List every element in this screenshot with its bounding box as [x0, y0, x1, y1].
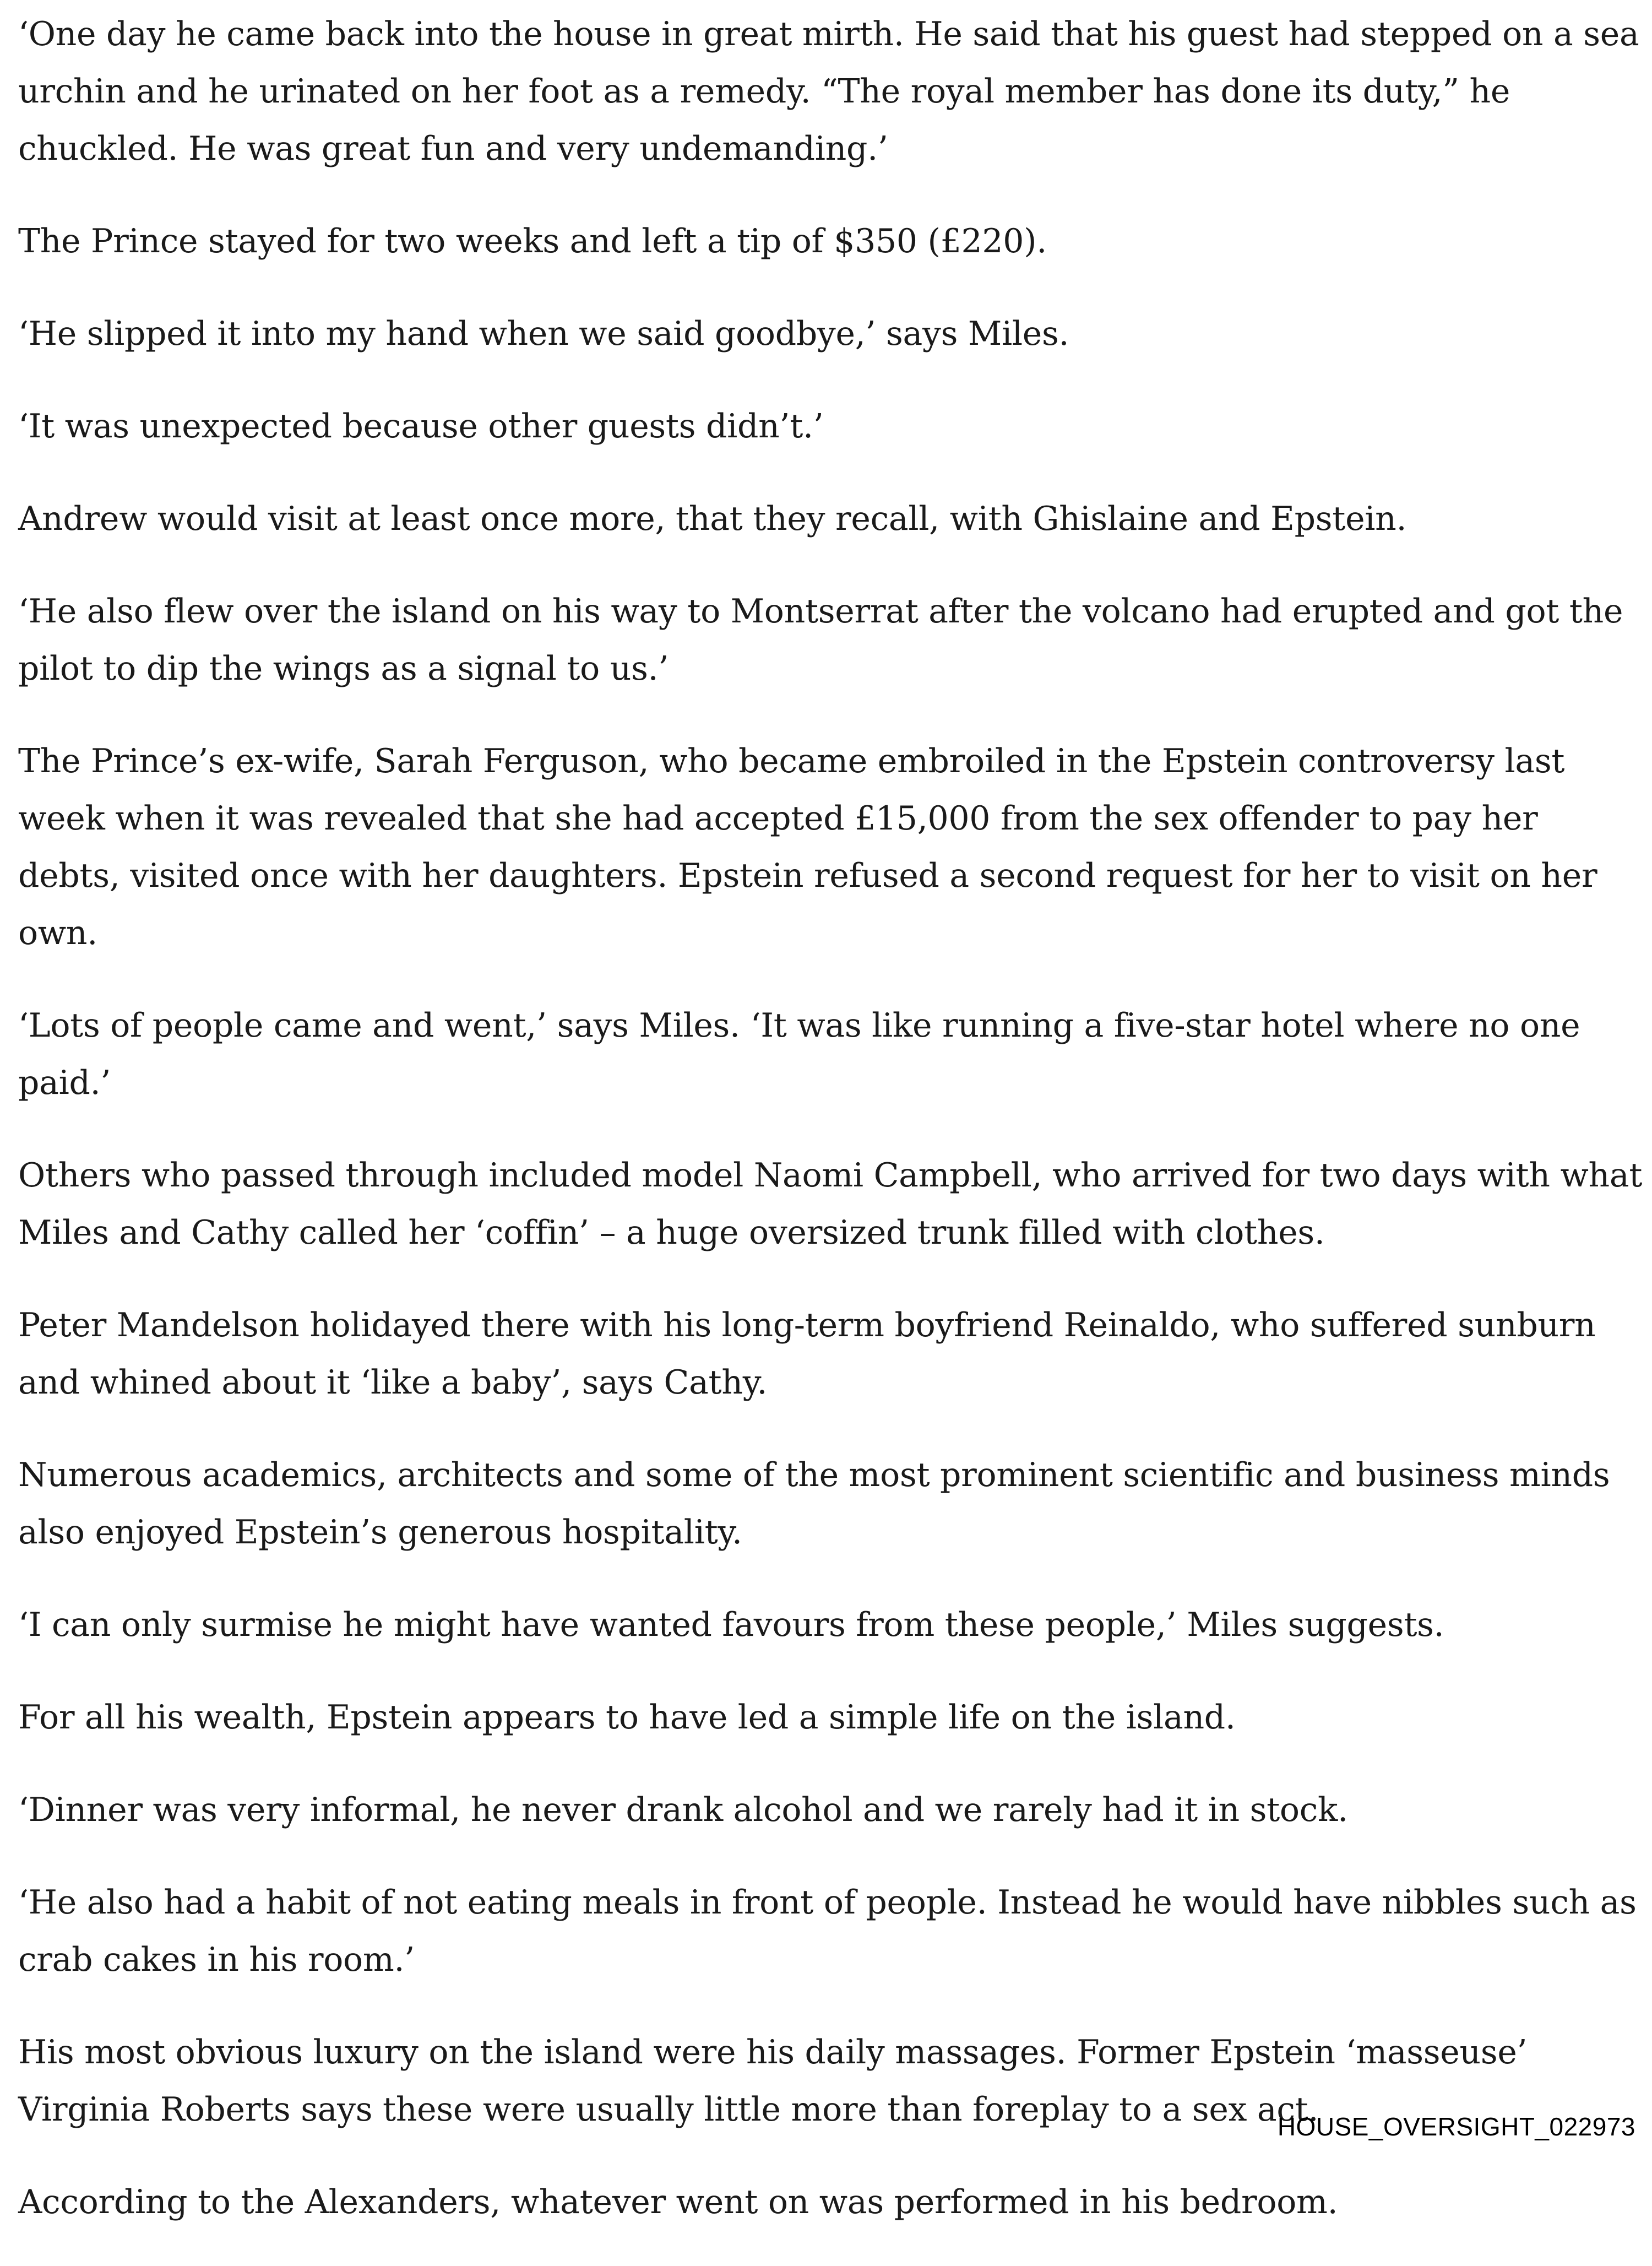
article-body — [18, 6, 1643, 2266]
paragraph: ‘Lots of people came and went,’ says Miles. ‘It was like running a five-star hotel where no one paid.’ — [18, 1006, 1580, 1102]
paragraph: ‘I can only surmise he might have wanted favours from these people,’ Miles suggests. — [18, 1606, 1444, 1644]
document-id-stamp: HOUSE_OVERSIGHT_022973 — [1277, 2112, 1635, 2141]
paragraph: His most obvious luxury on the island were his daily massages. Former Epstein ‘masseuse’ Virginia Roberts says these were usually little more than foreplay to a sex act. — [18, 2033, 1528, 2129]
paragraph: ‘He slipped it into my hand when we said goodbye,’ says Miles. — [18, 315, 1069, 353]
paragraph: Andrew would visit at least once more, that they recall, with Ghislaine and Epstein. — [18, 500, 1407, 538]
paragraph: ‘It was unexpected because other guests didn’t.’ — [18, 407, 824, 446]
paragraph: Numerous academics, architects and some of the most prominent scientific and business minds also enjoyed Epstein’s generous hospitality. — [18, 1456, 1610, 1552]
paragraph: The Prince stayed for two weeks and left a tip of $350 (£220). — [18, 222, 1047, 261]
paragraph: Peter Mandelson holidayed there with his long-term boyfriend Reinaldo, who suffered sunburn and whined about it ‘like a baby’, says Cathy. — [18, 1306, 1596, 1402]
paragraph: ‘He also had a habit of not eating meals in front of people. Instead he would have nibbles such as crab cakes in his room.’ — [18, 1883, 1637, 1979]
paragraph: ‘One day he came back into the house in great mirth. He said that his guest had stepped on a sea urchin and he urinated on her foot as a remedy. “The royal member has done its duty,” he chuckled. He was great fun and very undemanding.’ — [18, 15, 1639, 168]
paragraph: ‘Dinner was very informal, he never drank alcohol and we rarely had it in stock. — [18, 1791, 1348, 1829]
paragraph: According to the Alexanders, whatever went on was performed in his bedroom. — [18, 2183, 1338, 2221]
paragraph: For all his wealth, Epstein appears to have led a simple life on the island. — [18, 1698, 1236, 1737]
paragraph: ‘He also flew over the island on his way to Montserrat after the volcano had erupted and got the pilot to dip the wings as a signal to us.’ — [18, 592, 1623, 688]
paragraph: Others who passed through included model Naomi Campbell, who arrived for two days with what Miles and Cathy called her ‘coffin’ – a huge oversized trunk filled with clothes. — [18, 1156, 1643, 1252]
paragraph: The Prince’s ex-wife, Sarah Ferguson, who became embroiled in the Epstein controversy last week when it was revealed that she had accepted £15,000 from the sex offender to pay her debts, visited once with her daughters. Epstein refused a second request for her to visit on her own. — [18, 742, 1597, 952]
